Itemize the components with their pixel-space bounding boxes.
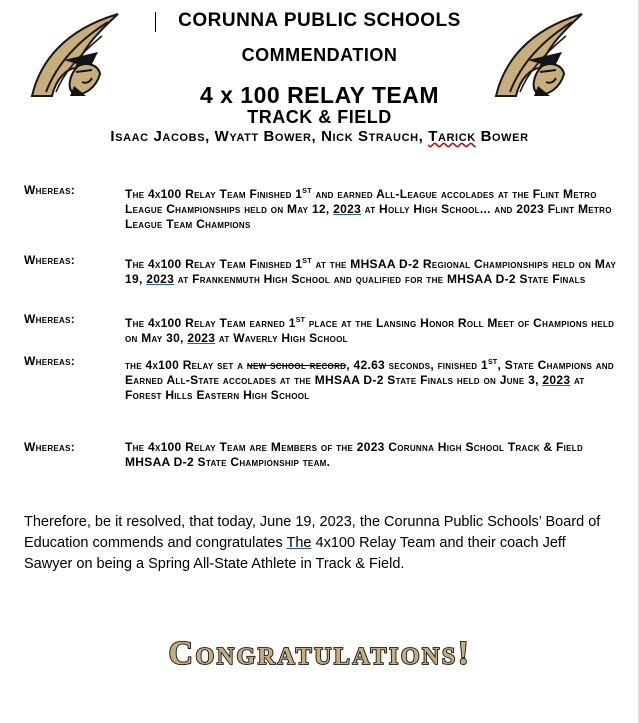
whereas-clause: Whereas: the 4x100 Relay set a new school record, 42.63 seconds, finished 1st, State Champions and Earned All-State accolades at the MHSAA D-2 State Finals held on June 3, 2023 at Forest Hills Eastern High School [24,354,614,402]
whereas-clause: Whereas: The 4x100 Relay Team Finished 1st and earned All-League accolades at the Flint Metro League Championships held on May 12, 2023 at Holly High School... and 2023 Flint Metro League Team Champions [24,183,612,231]
team-members: Isaac Jacobs, Wyatt Bower, Nick Strauch, Tarick Bower [110,128,529,145]
team-title: 4 x 100 RELAY TEAM [199,82,440,108]
congratulations-banner [0,612,639,682]
whereas-label: Whereas: [24,253,76,267]
whereas-label: Whereas: [24,312,76,326]
whereas-clause: Whereas: The 4x100 Relay Team Finished 1st at the MHSAA D-2 Regional Championships held on May 19, 2023 at Frankenmuth High School and qualified for the MHSAA D-2 State Finals [24,253,617,286]
whereas-label: Whereas: [24,440,76,454]
whereas-label: Whereas: [24,354,76,368]
whereas-label: Whereas: [24,183,76,197]
spellcheck-word: Tarick [428,128,476,145]
whereas-clause: Whereas: The 4x100 Relay Team earned 1st place at the Lansing Honor Roll Meet of Champions held on May 30, 2023 at Waverly High School [24,312,615,345]
whereas-clause: Whereas: The 4x100 Relay Team are Members of the 2023 Corunna High School Track & Field MHSAA D-2 State Championship team. [24,440,584,469]
commendation-title: COMMENDATION [241,45,398,65]
resolution-paragraph: Therefore, be it resolved, that today, June 19, 2023, the Corunna Public Schools’ Board of Education commends and congratulates The 4x100 Relay Team and their coach Jeff Sawyer on being a Spring All-State Athlete in Track & Field. [24,514,601,572]
sport-title: TRACK & FIELD [247,107,392,127]
district-title: CORUNNA PUBLIC SCHOOLS [178,10,461,31]
congratulations-text: Congratulations! [168,635,472,672]
